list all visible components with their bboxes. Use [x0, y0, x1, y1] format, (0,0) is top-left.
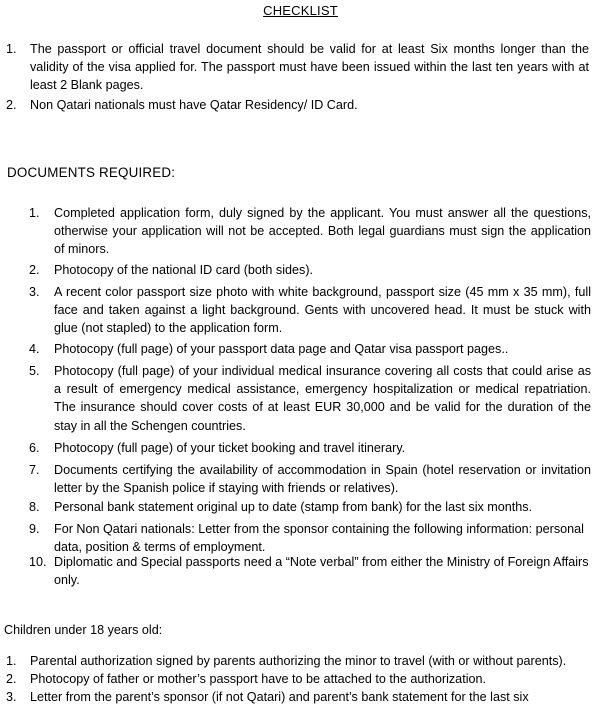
list-text: Non Qatari nationals must have Qatar Residency/ ID Card.	[30, 98, 358, 112]
document-item	[29, 520, 591, 556]
document-item	[29, 461, 591, 497]
list-text: Photocopy of the national ID card (both sides).	[54, 263, 314, 277]
list-number: 1.	[6, 42, 17, 56]
document-item	[29, 553, 591, 589]
children-item	[6, 652, 589, 670]
list-number: 3.	[6, 690, 17, 704]
list-text: Personal bank statement original up to date (stamp from bank) for the last six months.	[54, 500, 533, 514]
list-text: A recent color passport size photo with white background, passport size (45 mm x 35 mm), full face and taken against a light background. Gents with uncovered head. It must be stuck with glue (not stapled) to the application form.	[54, 285, 591, 336]
list-number: 2.	[29, 263, 40, 277]
list-number: 9.	[29, 522, 40, 536]
list-text: Photocopy (full page) of your passport data page and Qatar visa passport pages..	[54, 342, 509, 356]
documents-heading: DOCUMENTS REQUIRED:	[7, 165, 176, 180]
list-text: Photocopy of father or mother’s passport have to be attached to the authorization.	[30, 672, 486, 686]
list-number: 3.	[29, 285, 40, 299]
list-number: 5.	[29, 364, 40, 378]
list-text: Letter from the parent’s sponsor (if not Qatari) and parent’s bank statement for the last six	[30, 690, 529, 704]
document-item	[29, 204, 591, 259]
list-number: 7.	[29, 463, 40, 477]
list-text: Completed application form, duly signed by the applicant. You must answer all the questions, otherwise your application will not be accepted. Both legal guardians must sign the application of minors.	[54, 206, 591, 257]
page-title: CHECKLIST	[263, 3, 338, 18]
list-text: Photocopy (full page) of your ticket booking and travel itinerary.	[54, 441, 406, 455]
list-text: Diplomatic and Special passports need a “Note verbal” from either the Ministry of Foreign Affairs only.	[54, 555, 589, 588]
checklist-item	[6, 96, 589, 114]
children-item	[6, 688, 589, 706]
document-item	[29, 362, 591, 435]
document-item	[29, 340, 591, 358]
children-heading: Children under 18 years old:	[4, 623, 163, 637]
document-item	[29, 439, 591, 457]
list-number: 6.	[29, 441, 40, 455]
document-item	[29, 283, 591, 338]
list-text: For Non Qatari nationals: Letter from the sponsor containing the following information: personal data, position & terms of employment.	[54, 522, 584, 555]
list-number: 1.	[29, 206, 40, 220]
list-number: 2.	[6, 672, 17, 686]
list-text: Parental authorization signed by parents authorizing the minor to travel (with or without parents).	[30, 654, 567, 668]
document-item	[29, 261, 591, 279]
document-item	[29, 498, 591, 516]
list-number: 10.	[29, 555, 47, 569]
checklist-item	[6, 40, 589, 95]
list-number: 2.	[6, 98, 17, 112]
list-number: 1.	[6, 654, 17, 668]
list-number: 8.	[29, 500, 40, 514]
list-text: The passport or official travel document should be valid for at least Six months longer than the validity of the visa applied for. The passport must have been issued within the last ten years with at least 2 Blank pages.	[30, 42, 589, 93]
list-number: 4.	[29, 342, 40, 356]
list-text: Documents certifying the availability of accommodation in Spain (hotel reservation or invitation letter by the Spanish police if staying with friends or relatives).	[54, 463, 591, 496]
list-text: Photocopy (full page) of your individual medical insurance covering all costs that could arise as a result of emergency medical assistance, emergency hospitalization or medical repatriation. The insurance should cover costs of at least EUR 30,000 and be valid for the duration of the stay in all the Schengen countries.	[54, 364, 591, 433]
children-item	[6, 670, 589, 688]
